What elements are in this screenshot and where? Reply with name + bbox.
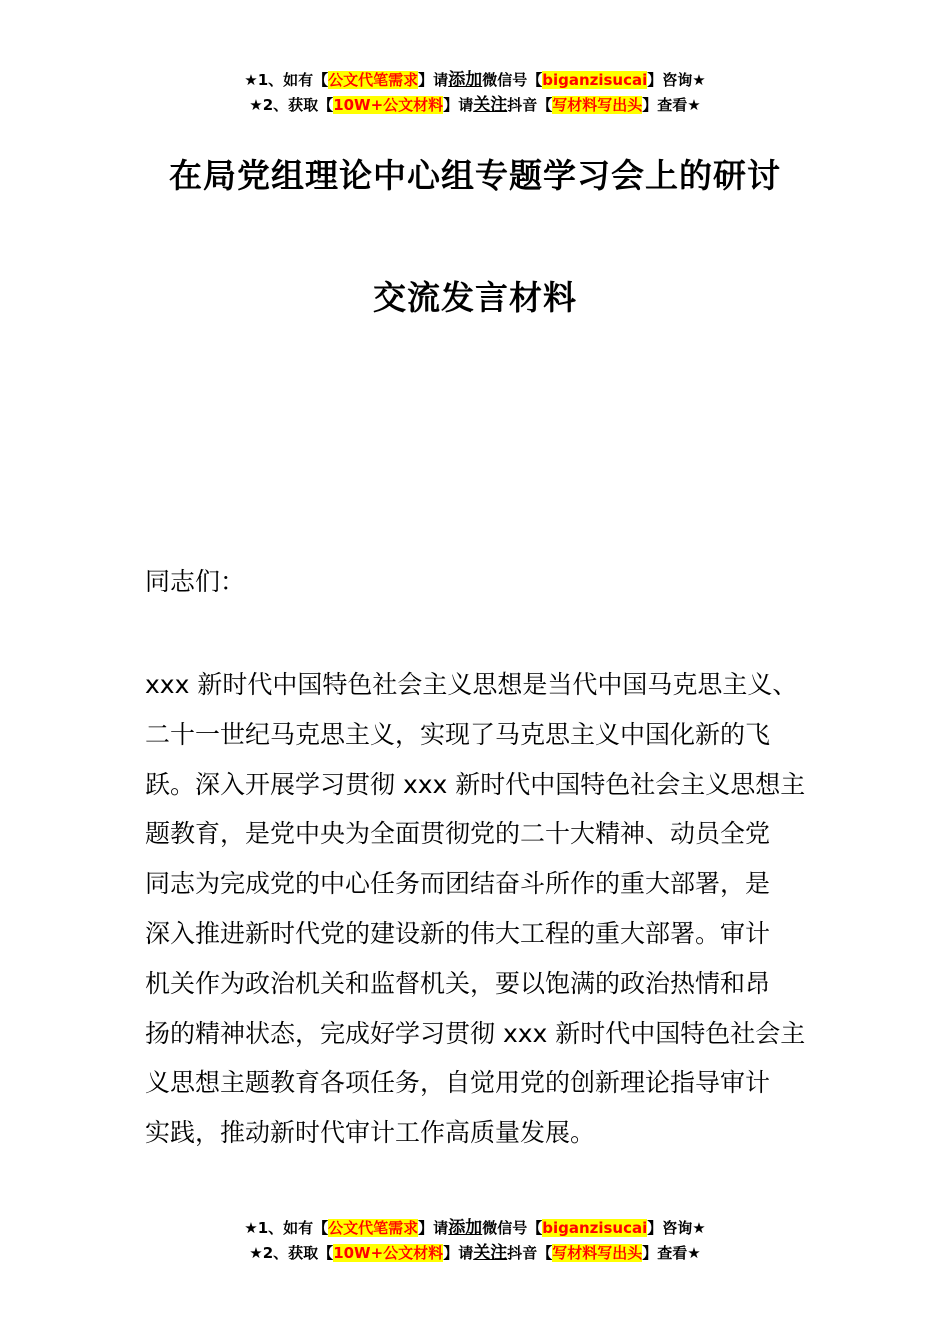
banner-line-1 <box>0 1216 950 1241</box>
paragraph-line: 二十一世纪马克思主义，实现了马克思主义中国化新的飞 <box>145 719 771 749</box>
paragraph-line: 同志为完成党的中心任务而团结奋斗所作的重大部署，是 <box>145 869 771 899</box>
banner-text: 】请 <box>443 96 474 114</box>
banner-text: 】请 <box>418 71 449 89</box>
star-icon: ★ <box>692 1219 706 1237</box>
paragraph-line: 实践，推动新时代审计工作高质量发展。 <box>145 1118 596 1148</box>
banner-text: 抖音【 <box>507 1244 553 1262</box>
highlight-materials: 10W+公文材料 <box>333 96 444 114</box>
document-title-line-1: 在局党组理论中心组专题学习会上的研讨 <box>169 156 781 195</box>
star-icon: ★ <box>249 1244 263 1262</box>
header-banner <box>0 68 950 118</box>
star-icon: ★ <box>244 71 258 89</box>
highlight-service: 公文代笔需求 <box>328 1219 419 1237</box>
star-icon: ★ <box>687 96 701 114</box>
banner-text: 】查看 <box>642 96 688 114</box>
body-paragraph <box>145 660 810 1158</box>
banner-text: 】请 <box>443 1244 474 1262</box>
highlight-douyin-account: 写材料写出头 <box>552 96 643 114</box>
banner-line-1 <box>0 68 950 93</box>
banner-text: 微信号【 <box>482 1219 543 1237</box>
banner-text: 2、获取【 <box>262 96 334 114</box>
highlight-service: 公文代笔需求 <box>328 71 419 89</box>
highlight-wechat-id: biganzisucai <box>542 1219 648 1237</box>
paragraph-line: 义思想主题教育各项任务，自觉用党的创新理论指导审计 <box>145 1068 771 1098</box>
banner-text: 】查看 <box>642 1244 688 1262</box>
banner-line-2 <box>0 93 950 118</box>
banner-text: 微信号【 <box>482 71 543 89</box>
banner-text: 】请 <box>418 1219 449 1237</box>
banner-text: 】咨询 <box>647 1219 693 1237</box>
star-icon: ★ <box>244 1219 258 1237</box>
star-icon: ★ <box>249 96 263 114</box>
paragraph-line: 深入推进新时代党的建设新的伟大工程的重大部署。审计 <box>145 918 771 948</box>
star-icon: ★ <box>692 71 706 89</box>
emphasis-add: 添加 <box>448 1218 483 1238</box>
banner-text: 2、获取【 <box>262 1244 334 1262</box>
paragraph-line: xxx 新时代中国特色社会主义思想是当代中国马克思主义、 <box>145 670 798 699</box>
banner-text: 】咨询 <box>647 71 693 89</box>
document-title-line-2: 交流发言材料 <box>373 278 577 317</box>
banner-text: 抖音【 <box>507 96 553 114</box>
star-icon: ★ <box>687 1244 701 1262</box>
banner-text: 1、如有【 <box>257 71 329 89</box>
banner-text: 1、如有【 <box>257 1219 329 1237</box>
highlight-douyin-account: 写材料写出头 <box>552 1244 643 1262</box>
paragraph-line: 扬的精神状态，完成好学习贯彻 xxx 新时代中国特色社会主 <box>145 1018 806 1048</box>
salutation: 同志们： <box>145 567 246 596</box>
emphasis-add: 添加 <box>448 70 483 90</box>
paragraph-line: 机关作为政治机关和监督机关，要以饱满的政治热情和昂 <box>145 968 771 998</box>
paragraph-line: 题教育，是党中央为全面贯彻党的二十大精神、动员全党 <box>145 819 771 849</box>
highlight-wechat-id: biganzisucai <box>542 71 648 89</box>
emphasis-follow: 关注 <box>473 1243 508 1263</box>
footer-banner <box>0 1216 950 1266</box>
emphasis-follow: 关注 <box>473 95 508 115</box>
highlight-materials: 10W+公文材料 <box>333 1244 444 1262</box>
paragraph-line: 跃。深入开展学习贯彻 xxx 新时代中国特色社会主义思想主 <box>145 769 806 799</box>
banner-line-2 <box>0 1241 950 1266</box>
